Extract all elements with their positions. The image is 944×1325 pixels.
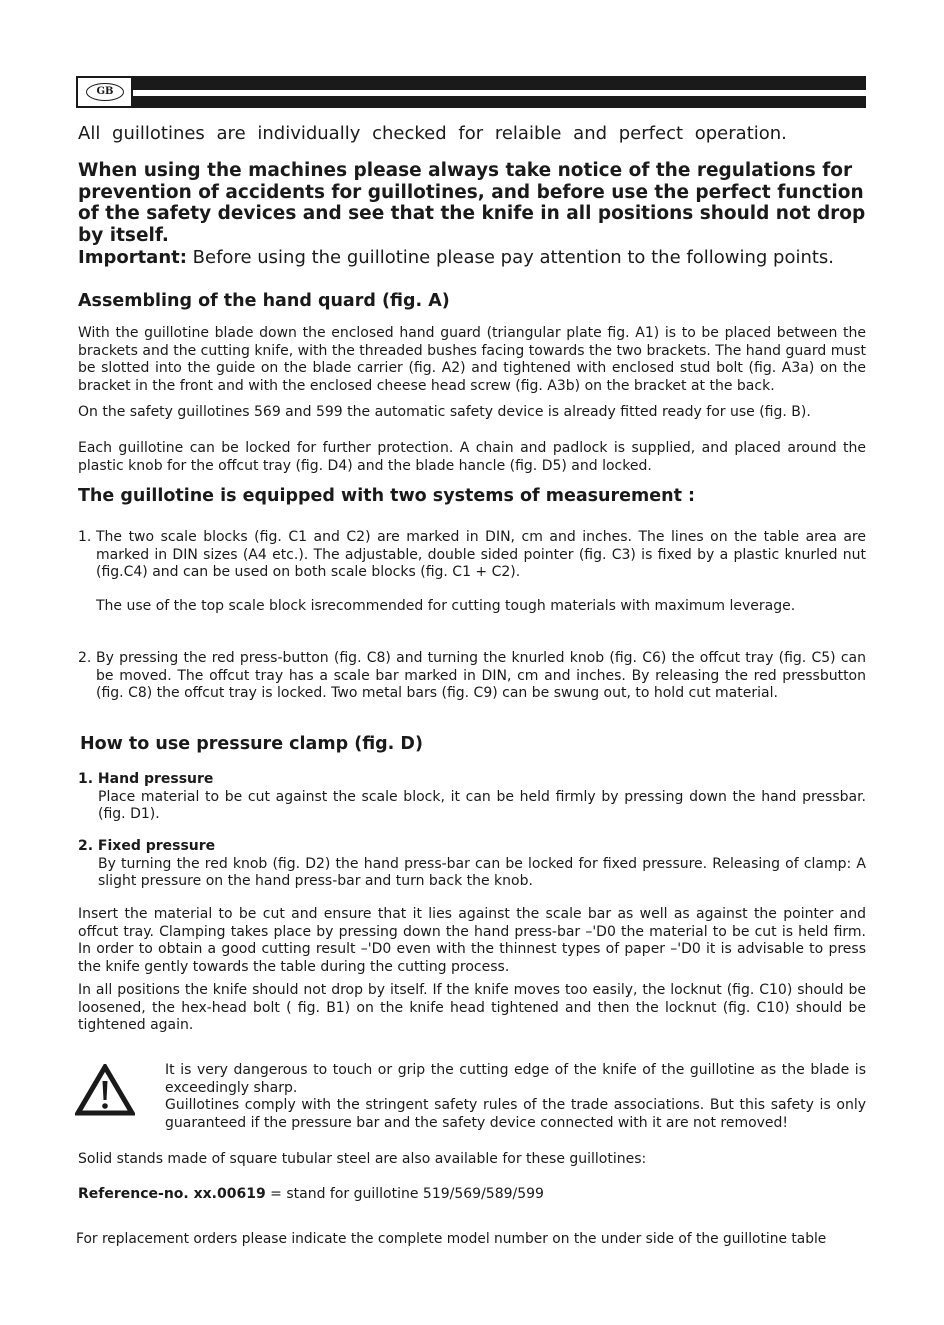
footer-text: For replacement orders please indicate the complete model number on the under side of the guillotine table (76, 1231, 827, 1247)
clamp-paragraph-1: Insert the material to be cut and ensure that it lies against the scale bar as well as against the pointer and offcut tray. Clamping takes place by pressing down the hand press-bar –'D0 the material to be cut is held firm. In order to obtain a good cutting result –'D0 even with the thinnest types of paper –'D0 it is advisable to press the knife gently towards the table during the cutting process. (78, 906, 866, 975)
stands-text: Solid stands made of square tubular steel are also available for these guillotines: (78, 1151, 647, 1167)
measurement-item-2 (78, 650, 866, 703)
hand-guard-paragraph-3: Each guillotine can be locked for further protection. A chain and padlock is supplied, and placed around the plastic knob for the offcut tray (fig. D4) and the blade hancle (fig. D5) and locked. (78, 440, 866, 474)
clamp-section-1 (78, 771, 866, 824)
important-label: Important: (78, 247, 187, 268)
important-note (78, 247, 866, 269)
reference-label: Reference-no. xx.00619 (78, 1186, 266, 1202)
hand-guard-paragraph-1: With the guillotine blade down the enclosed hand guard (triangular plate fig. A1) is to be placed between the brackets and the cutting knife, with the threaded bushes facing towards the two brackets. The hand guard must be slotted into the guide on the blade carrier (fig. A2) and tightened with enclosed stud bolt (fig. A3a) on the bracket in the front and with the enclosed cheese head screw (fig. A3b) on the bracket at the back. (78, 325, 866, 394)
warning-triangle-icon (75, 1064, 135, 1116)
measurement-item-1-note-text: The use of the top scale block isrecommended for cutting tough materials with maximum leverage. (96, 598, 796, 614)
clamp-section-1-text: Place material to be cut against the scale block, it can be held firmly by pressing down the hand pressbar. (fig. D1). (98, 788, 866, 822)
danger-paragraph-2: Guillotines comply with the stringent safety rules of the trade associations. But this safety is only guaranteed if the pressure bar and the safety device connected with it are not removed! (165, 1097, 866, 1131)
language-badge (76, 76, 133, 108)
measurement-item-1-note (78, 598, 866, 616)
language-badge-label: GB (86, 83, 124, 101)
measurement-item-1 (78, 529, 866, 582)
reference-text: = stand for guillotine 519/569/589/599 (265, 1186, 544, 1202)
measurement-item-2-number: 2. (78, 650, 92, 666)
safety-warning: When using the machines please always take notice of the regulations for prevention of accidents for guillotines, and before use the perfect function of the safety devices and see that the knife in all positions should not drop by itself. (78, 160, 866, 246)
clamp-section-2-title: 2. Fixed pressure (78, 838, 216, 854)
clamp-paragraph-2: In all positions the knife should not drop by itself. If the knife moves too easily, the locknut (fig. C10) should be loosened, the hex-head bolt ( fig. B1) on the knife head tightened and then the locknut (fig. C10) should be tightened again. (78, 982, 866, 1033)
clamp-section-1-title: 1. Hand pressure (78, 771, 214, 787)
hand-guard-heading: Assembling of the hand quard (fig. A) (78, 291, 450, 311)
measurement-item-1-text: The two scale blocks (fig. C1 and C2) are marked in DIN, cm and inches. The lines on the table area are marked in DIN sizes (A4 etc.). The adjustable, double sided pointer (fig. C3) is fixed by a plastic knurled nut (fig.C4) and can be used on both scale blocks (fig. C1 + C2). (96, 529, 866, 580)
measurement-heading: The guillotine is equipped with two systems of measurement : (78, 486, 696, 506)
measurement-item-1-number: 1. (78, 529, 92, 545)
reference-line (78, 1186, 866, 1204)
header-bar-thick (133, 76, 866, 90)
clamp-section-2 (78, 838, 866, 891)
hand-guard-paragraph-2: On the safety guillotines 569 and 599 the automatic safety device is already fitted ready for use (fig. B). (78, 404, 811, 420)
header-bar-thin (133, 96, 866, 108)
danger-paragraph-1: It is very dangerous to touch or grip the cutting edge of the knife of the guillotine as the blade is exceedingly sharp. (165, 1062, 866, 1096)
measurement-item-2-text: By pressing the red press-button (fig. C8) and turning the knurled knob (fig. C6) the offcut tray (fig. C5) can be moved. The offcut tray has a scale bar marked in DIN, cm and inches. By releasing the red pressbutton (fig. C8) the offcut tray is locked. Two metal bars (fig. C9) can be swung out, to hold cut material. (96, 650, 866, 701)
clamp-heading: How to use pressure clamp (fig. D) (80, 734, 423, 754)
important-text: Before using the guillotine please pay attention to the following points. (186, 247, 835, 268)
intro-text: All guillotines are individually checked for relaible and perfect operation. (78, 123, 787, 144)
clamp-section-2-text: By turning the red knob (fig. D2) the hand press-bar can be locked for fixed pressure. Releasing of clamp: A slight pressure on the hand press-bar and turn back the knob. (98, 855, 866, 889)
